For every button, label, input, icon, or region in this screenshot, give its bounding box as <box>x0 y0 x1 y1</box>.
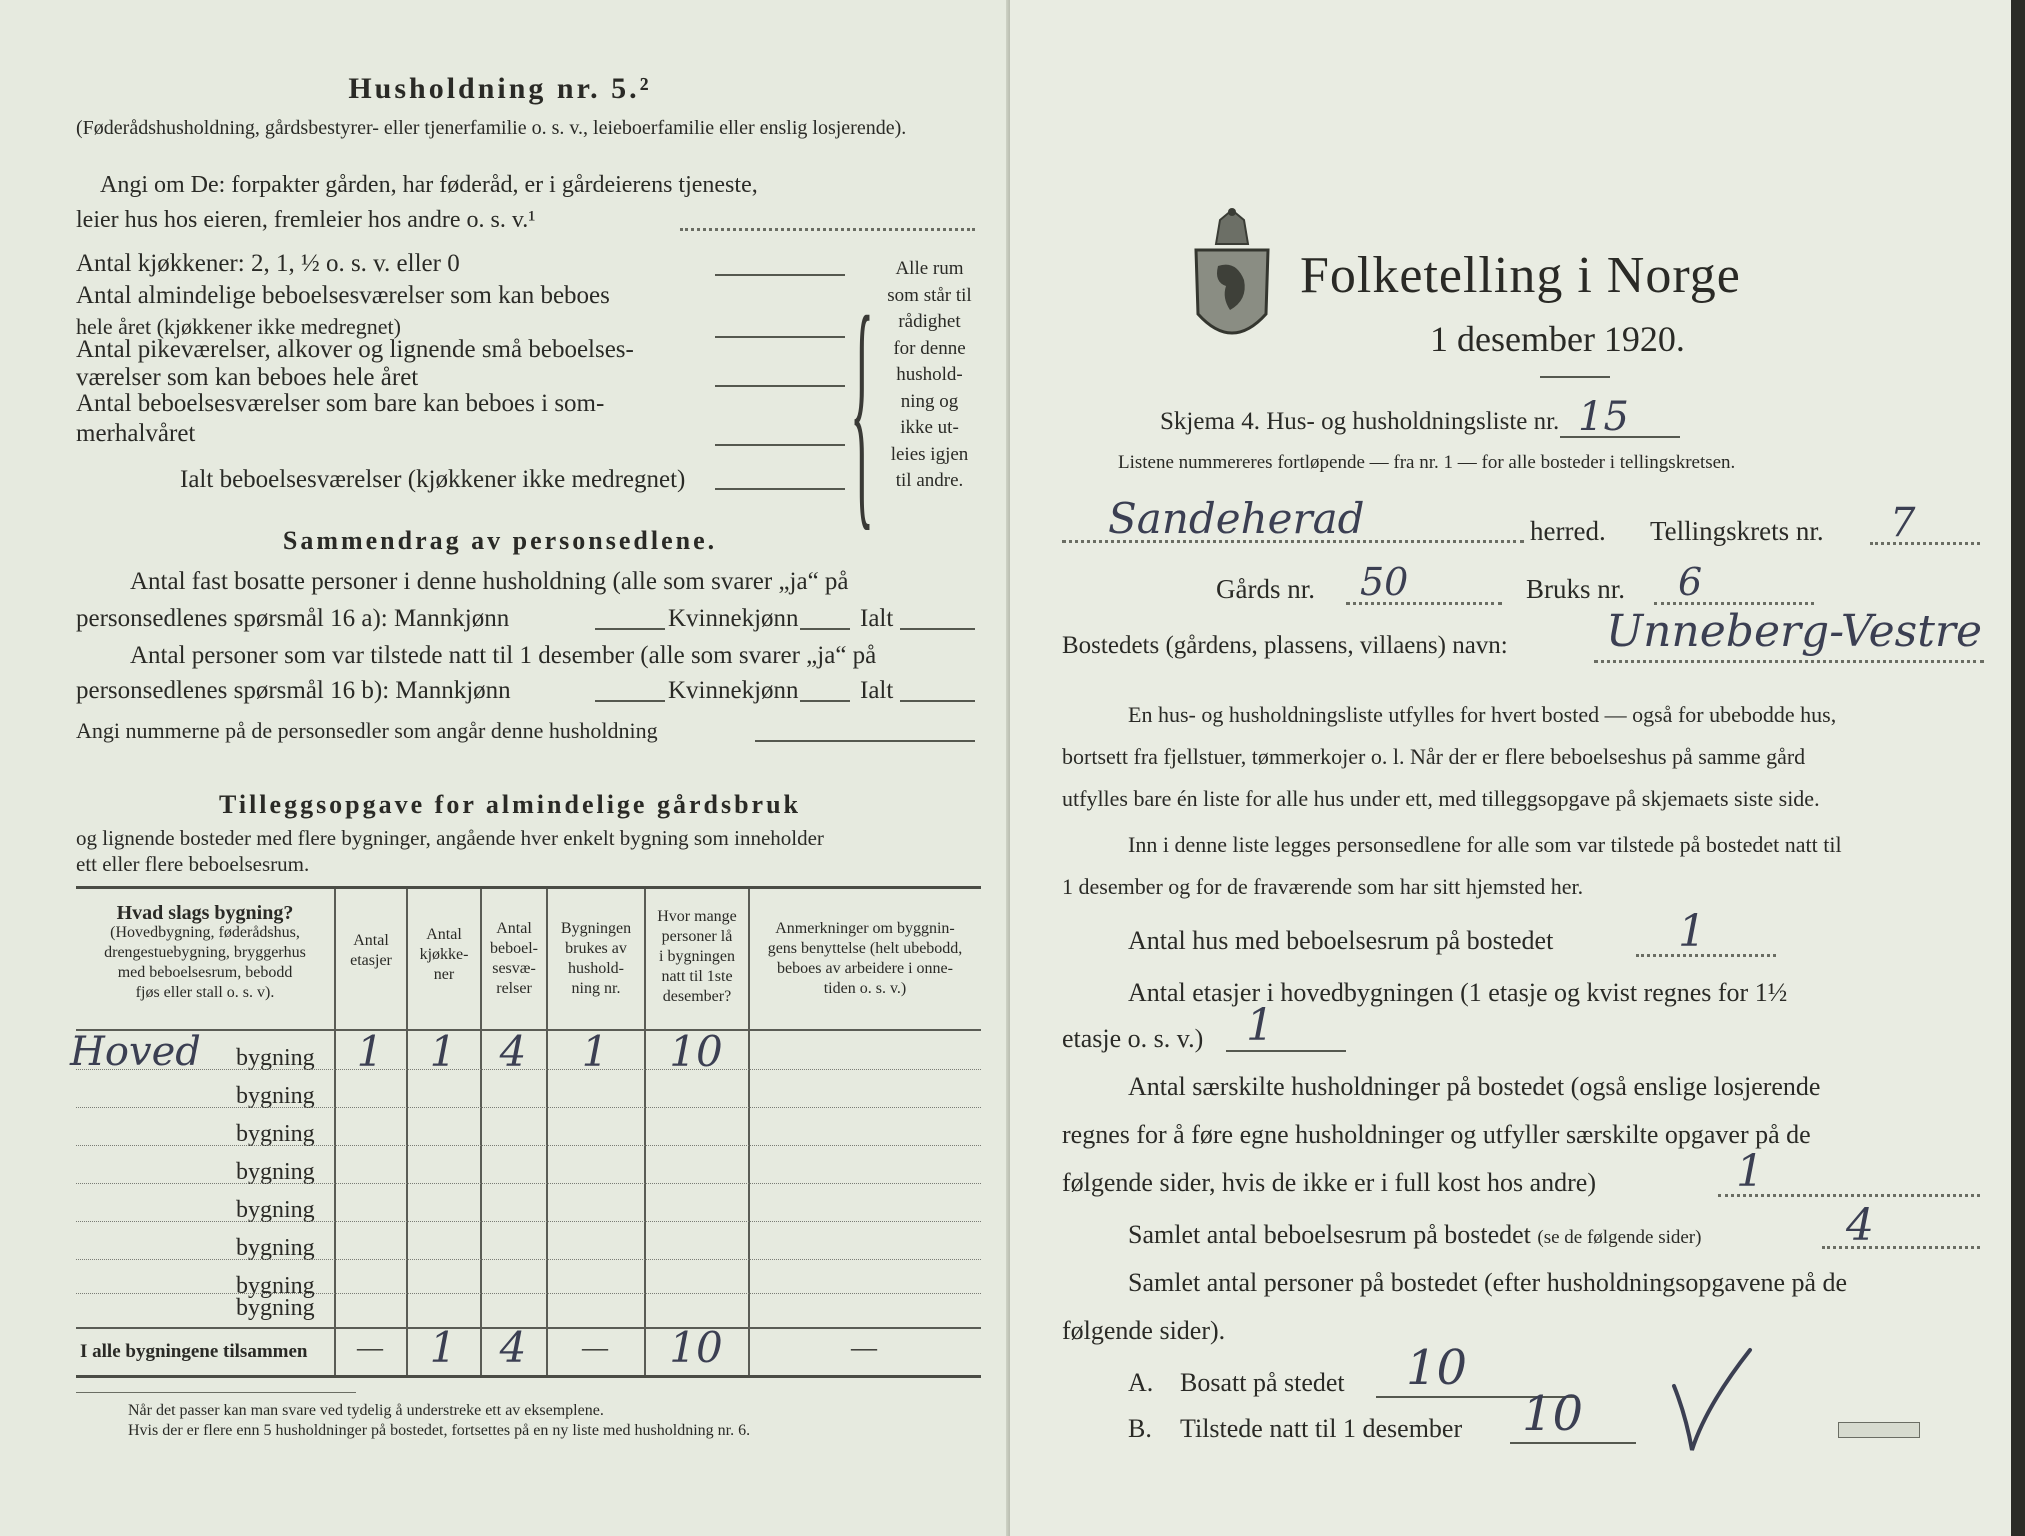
angi-answer-line <box>680 228 975 231</box>
side-note-line: ikke ut- <box>900 417 959 438</box>
bruks-label: Bruks nr. <box>1526 574 1626 604</box>
checkmark-icon <box>1666 1346 1756 1456</box>
summary-a-line2 <box>76 605 509 633</box>
col-header-line: sesvæ- <box>492 960 536 977</box>
tillegg-sub-1: og lignende bosteder med flere bygninger, angående hver enkelt bygning som inneholder <box>76 826 824 850</box>
side-note-line: Alle rum <box>895 258 964 279</box>
q-b-value: 10 <box>1522 1386 1584 1442</box>
q-rum <box>1128 1220 1701 1250</box>
answer-line <box>715 444 845 446</box>
q-hush-line3: følgende sider, hvis de ikke er i full kost hos andre) <box>1062 1168 1596 1197</box>
bruks-value: 6 <box>1678 560 1703 604</box>
skjema-nr: 15 <box>1578 394 1629 440</box>
rooms-pikevaerelser: Antal pikeværelser, alkover og lignende små beboelses- <box>76 336 634 363</box>
col-header-line: Antal <box>426 926 462 943</box>
q-hush-value: 1 <box>1736 1146 1764 1197</box>
tillegg-title-text: Tilleggsopgave for almindelige gårdsbruk <box>218 790 802 819</box>
row-divider <box>76 1069 981 1070</box>
total-label: I alle bygningene tilsammen <box>80 1341 308 1362</box>
col-header-type <box>80 903 330 1003</box>
q-a-text: Bosatt på stedet <box>1180 1368 1345 1397</box>
row-divider <box>76 1221 981 1222</box>
intro-note: (Føderådshusholdning, gårdsbestyrer- eller tjenerfamilie o. s. v., leieboerfamilie eller enslig losjerende). <box>76 117 907 139</box>
answer-line <box>1510 1442 1636 1444</box>
row-suffix: bygning <box>236 1295 315 1321</box>
tellingskrets-label: Tellingskrets nr. <box>1650 516 1824 546</box>
rooms-hele-aret-2: værelser som kan beboes hele året <box>76 364 419 391</box>
cell-kjokkener: 1 <box>429 1027 457 1076</box>
answer-line <box>800 700 850 702</box>
tillegg-title <box>100 790 920 820</box>
answer-line <box>1226 1050 1346 1052</box>
col-header-line: personer lå <box>661 928 733 945</box>
herred-label: herred. <box>1530 516 1606 546</box>
printer-stamp <box>1838 1422 1920 1438</box>
total-personer: 10 <box>669 1323 723 1372</box>
rooms-sommer-2: merhalvåret <box>76 420 196 447</box>
cell-personer: 10 <box>669 1027 723 1076</box>
col-header-line: Hvad slags bygning? <box>116 902 294 924</box>
total-kjokkener: 1 <box>429 1323 457 1372</box>
row-suffix: bygning <box>236 1121 315 1147</box>
q-hus: Antal hus med beboelsesrum på bostedet <box>1128 926 1554 955</box>
answer-line <box>715 336 845 338</box>
answer-line <box>900 700 975 702</box>
ialt-label: Ialt <box>860 677 894 704</box>
col-header-line: brukes av <box>565 940 627 957</box>
summary-b-line1: Antal personer som var tilstede natt til 1 desember (alle som svarer „ja“ på <box>130 642 877 669</box>
total-vaerelser: 4 <box>499 1323 527 1372</box>
col-header-line: beboel- <box>490 940 538 957</box>
answer-line <box>1594 660 1984 663</box>
q-etasjer-value: 1 <box>1246 1000 1274 1051</box>
bosted-value: Unneberg-Vestre <box>1606 606 1982 657</box>
col-header-line: Anmerkninger om byggnin- <box>775 920 955 937</box>
q-b-label: B. <box>1128 1414 1152 1443</box>
q-hush-line2: regnes for å føre egne husholdninger og utfyller særskilte opgaver på de <box>1062 1120 1811 1149</box>
angi-nummerne: Angi nummerne på de personsedler som angår denne husholdning <box>76 718 658 743</box>
col-header-line: gens benyttelse (helt ubebodd, <box>767 940 963 957</box>
col-header-line: natt til 1ste <box>661 968 733 985</box>
kvinnekjonn-label: Kvinnekjønn <box>668 605 799 632</box>
buildings-table <box>70 886 981 1378</box>
para1-line2: bortsett fra fjellstuer, tømmerkojer o. l. Når der er flere beboelseshus på samme gård <box>1062 744 1806 769</box>
q-rum-text: Samlet antal beboelsesrum på bostedet <box>1128 1220 1531 1249</box>
cell-etasjer: 1 <box>356 1027 384 1076</box>
col-header-line: med beboelsesrum, bebodd <box>117 964 293 981</box>
household-heading-text: Husholdning nr. 5.² <box>348 72 652 105</box>
col-header-line: relser <box>496 980 532 997</box>
side-note-line: som står til <box>887 284 972 306</box>
row-divider <box>76 1145 981 1146</box>
row-suffix: bygning <box>236 1273 315 1299</box>
q-rum-value: 4 <box>1846 1200 1874 1251</box>
rooms-ialt: Ialt beboelsesværelser (kjøkkener ikke medregnet) <box>180 466 686 493</box>
side-note-line: rådighet <box>898 311 961 332</box>
summary-a-line1: Antal fast bosatte personer i denne husholdning (alle som svarer „ja“ på <box>130 568 849 595</box>
kvinnekjonn-label: Kvinnekjønn <box>668 677 799 704</box>
col-header-line: etasjer <box>350 952 392 969</box>
side-note-line: til andre. <box>895 470 964 491</box>
answer-line <box>755 740 975 742</box>
total-anm: — <box>851 1333 877 1362</box>
col-header-line: tiden o. s. v.) <box>823 980 907 997</box>
row-divider <box>76 1107 981 1108</box>
col-header-line: kjøkke- <box>419 946 469 963</box>
bosted-label: Bostedets (gårdens, plassens, villaens) navn: <box>1062 632 1508 659</box>
gards-value: 50 <box>1360 560 1409 604</box>
q-etasjer-line2: etasje o. s. v.) <box>1062 1024 1204 1053</box>
col-header-line: (Hovedbygning, føderådshus, <box>110 924 300 941</box>
col-header-line: Bygningen <box>560 920 632 937</box>
col-header-line: Antal <box>353 932 389 949</box>
title-rule <box>1540 376 1610 378</box>
row-suffix: bygning <box>236 1083 315 1109</box>
row-suffix: bygning <box>236 1045 315 1071</box>
answer-line <box>800 628 850 630</box>
row-name: Hoved <box>70 1029 201 1075</box>
household-heading <box>100 72 900 106</box>
col-header-husholdning <box>548 919 644 999</box>
row-divider <box>76 1259 981 1260</box>
tillegg-sub-2: ett eller flere beboelsesrum. <box>76 852 310 876</box>
answer-line <box>595 628 665 630</box>
side-note-line: ning og <box>900 390 959 412</box>
rooms-kjokkener: Antal kjøkkener: 2, 1, ½ o. s. v. eller 0 <box>76 250 460 277</box>
row-suffix: bygning <box>236 1235 315 1261</box>
q-hus-value: 1 <box>1678 906 1706 957</box>
q-a-value: 10 <box>1406 1340 1468 1396</box>
para1-line3: utfylles bare én liste for alle hus under ett, med tilleggsopgave på skjemaets siste side. <box>1062 786 1820 811</box>
q-hush-line1: Antal særskilte husholdninger på bostedet (også enslige losjerende <box>1128 1072 1821 1101</box>
scan-edge <box>2011 0 2025 1536</box>
tellingskrets-value: 7 <box>1890 500 1916 546</box>
summary-b-line2 <box>76 677 511 705</box>
herred-value: Sandeherad <box>1108 494 1365 543</box>
answer-line <box>715 488 845 490</box>
side-note <box>872 256 987 495</box>
q-a-label: A. <box>1128 1368 1154 1397</box>
total-husholdning: — <box>582 1333 608 1362</box>
rooms-sommer: Antal beboelsesværelser som bare kan beboes i som- <box>76 390 605 417</box>
right-page <box>1010 0 2025 1536</box>
coat-of-arms-icon <box>1186 206 1278 356</box>
side-note-line: leies igjen <box>890 443 969 465</box>
rooms-hele-aret: hele året (kjøkkener ikke medregnet) <box>76 314 401 339</box>
q-pers-line1: Samlet antal personer på bostedet (efter husholdningsopgavene på de <box>1128 1268 1848 1297</box>
col-header-etasjer <box>336 931 406 971</box>
col-header-line: ner <box>433 966 455 983</box>
q-pers-line2: følgende sider). <box>1062 1316 1226 1345</box>
angi-line-1: Angi om De: forpakter gården, har føderåd, er i gårdeierens tjeneste, <box>100 172 758 198</box>
cell-vaerelser: 4 <box>499 1027 527 1076</box>
angi-line-2: leier hus hos eieren, fremleier hos andre o. s. v.¹ <box>76 207 536 233</box>
col-header-line: hushold- <box>568 960 624 977</box>
side-note-line: hushold- <box>896 364 963 385</box>
row-suffix: bygning <box>236 1159 315 1185</box>
row-suffix: bygning <box>236 1197 315 1223</box>
listene-note: Listene nummereres fortløpende — fra nr. 1 — for alle bosteder i tellingskretsen. <box>1118 452 1736 473</box>
brace-icon: { <box>850 261 874 553</box>
col-header-line: ning nr. <box>571 980 621 997</box>
summary-title-text: Sammendrag av personsedlene. <box>282 526 718 555</box>
col-header-kjokkener <box>408 925 480 985</box>
para2-line1: Inn i denne liste legges personsedlene for alle som var tilstede på bostedet natt til <box>1128 832 1842 857</box>
summary-title <box>150 526 850 556</box>
footnote-2: Hvis der er flere enn 5 husholdninger på bostedet, fortsettes på en ny liste med husholdning nr. 6. <box>128 1422 751 1439</box>
answer-line <box>1870 542 1980 545</box>
col-header-personer <box>646 907 748 1007</box>
col-header-vaerelser <box>482 919 546 999</box>
para2-line2: 1 desember og for de fraværende som har sitt hjemsted her. <box>1062 874 1584 899</box>
answer-line <box>715 274 845 276</box>
row-divider <box>76 1293 981 1294</box>
answer-line <box>715 385 845 387</box>
answer-line <box>1636 954 1776 957</box>
q-rum-small: (se de følgende sider) <box>1537 1227 1702 1248</box>
col-header-line: i bygningen <box>659 948 735 965</box>
cell-husholdning: 1 <box>581 1027 609 1076</box>
form-date: 1 desember 1920. <box>1430 319 1685 359</box>
footnote-1: Når det passer kan man svare ved tydelig å understreke ett av eksemplene. <box>128 1402 604 1419</box>
summary-a-prefix: personsedlenes spørsmål 16 a): Mannkjønn <box>76 605 510 632</box>
ialt-label: Ialt <box>860 605 894 632</box>
form-title: Folketelling i Norge <box>1300 247 1741 304</box>
skjema-line: Skjema 4. Hus- og husholdningsliste nr. <box>1160 408 1560 435</box>
q-b-text: Tilstede natt til 1 desember <box>1180 1414 1463 1443</box>
col-header-line: fjøs eller stall o. s. v). <box>135 984 275 1001</box>
total-etasjer: — <box>357 1333 383 1362</box>
para1-line1: En hus- og husholdningsliste utfylles for hvert bosted — også for ubebodde hus, <box>1128 702 1837 727</box>
rooms-almindelige: Antal almindelige beboelsesværelser som kan beboes <box>76 282 610 309</box>
gards-label: Gårds nr. <box>1216 574 1315 604</box>
q-etasjer-line1: Antal etasjer i hovedbygningen (1 etasje og kvist regnes for 1½ <box>1128 978 1788 1007</box>
col-header-line: Antal <box>496 920 532 937</box>
footnote-rule <box>76 1392 356 1393</box>
col-header-line: Hvor mange <box>657 908 737 925</box>
col-header-line: beboes av arbeidere i onne- <box>777 960 953 977</box>
col-header-line: drengestuebygning, bryggerhus <box>104 944 306 961</box>
summary-b-prefix: personsedlenes spørsmål 16 b): Mannkjønn <box>76 677 511 704</box>
col-header-line: desember? <box>662 988 732 1005</box>
side-note-line: for denne <box>893 337 966 359</box>
left-page <box>0 0 1010 1536</box>
col-header-anmerkninger <box>750 919 980 999</box>
row-divider <box>76 1183 981 1184</box>
answer-line <box>900 628 975 630</box>
answer-line <box>595 700 665 702</box>
